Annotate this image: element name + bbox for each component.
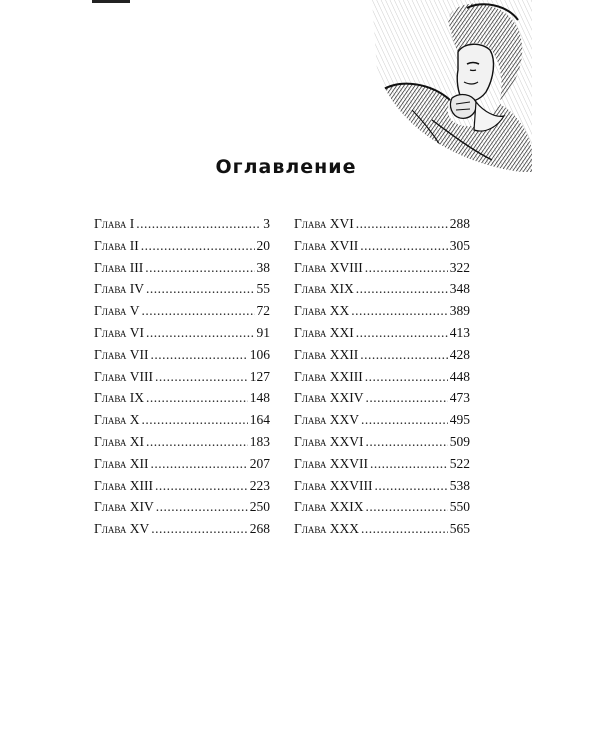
toc-entry-chapter-7[interactable]	[94, 347, 270, 369]
dot-leader	[151, 521, 248, 537]
chapter-label: Глава V	[94, 303, 140, 319]
dot-leader	[365, 390, 447, 406]
dot-leader	[365, 260, 448, 276]
chapter-label: Глава XXII	[294, 346, 359, 362]
dot-leader	[146, 434, 248, 450]
dot-leader	[356, 325, 448, 341]
page-number: 448	[449, 368, 470, 384]
chapter-label: Глава XIV	[94, 499, 154, 515]
page-number: 164	[249, 412, 270, 428]
chapter-label: Глава XXVI	[294, 433, 364, 449]
page-number: 223	[249, 477, 270, 493]
chapter-label: Глава XV	[94, 521, 150, 537]
page-number: 91	[256, 324, 270, 340]
page-number: 413	[449, 324, 470, 340]
page-number: 550	[449, 499, 470, 515]
chapter-label: Глава XXIV	[294, 390, 364, 406]
toc-entry-chapter-13[interactable]	[94, 478, 270, 500]
toc-entry-chapter-26[interactable]	[294, 434, 470, 456]
dot-leader	[370, 456, 448, 472]
toc-entry-chapter-11[interactable]	[94, 434, 270, 456]
chapter-label: Глава XXIX	[294, 499, 364, 515]
toc-entry-chapter-18[interactable]	[294, 260, 470, 282]
chapter-label: Глава VII	[94, 346, 149, 362]
toc-entry-chapter-25[interactable]	[294, 412, 470, 434]
dot-leader	[360, 347, 448, 363]
dot-leader	[141, 412, 247, 428]
chapter-label: Глава II	[94, 237, 139, 253]
toc-entry-chapter-23[interactable]	[294, 369, 470, 391]
page-number: 3	[263, 216, 270, 231]
toc-entry-chapter-30[interactable]	[294, 521, 470, 543]
dot-leader	[351, 303, 448, 319]
chapter-label: Глава XXI	[294, 324, 354, 340]
page-number: 183	[249, 433, 270, 449]
toc-entry-chapter-15[interactable]	[94, 521, 270, 543]
chapter-label: Глава XXX	[294, 521, 359, 537]
toc-entry-chapter-19[interactable]	[294, 281, 470, 303]
dot-leader	[361, 412, 448, 428]
toc-entry-chapter-16[interactable]	[294, 216, 470, 238]
dot-leader	[146, 390, 248, 406]
toc-entry-chapter-17[interactable]	[294, 238, 470, 260]
chapter-label: Глава I	[94, 216, 135, 231]
chapter-label: Глава XI	[94, 433, 144, 449]
dot-leader	[146, 325, 255, 341]
chapter-label: Глава XII	[94, 455, 149, 471]
toc-entry-chapter-24[interactable]	[294, 390, 470, 412]
toc-entry-chapter-4[interactable]	[94, 281, 270, 303]
page-number: 305	[449, 237, 470, 253]
page-number: 148	[249, 390, 270, 406]
page-number: 207	[249, 455, 270, 471]
page-number: 538	[449, 477, 470, 493]
dot-leader	[136, 216, 261, 232]
page-number: 72	[256, 303, 270, 319]
engraved-portrait-illustration	[372, 0, 532, 172]
chapter-label: Глава XXV	[294, 412, 359, 428]
chapter-label: Глава XXIII	[294, 368, 363, 384]
chapter-label: Глава XVIII	[294, 259, 363, 275]
page-number: 268	[249, 521, 270, 537]
toc-entry-chapter-29[interactable]	[294, 499, 470, 521]
dot-leader	[374, 478, 447, 494]
page-number: 473	[449, 390, 470, 406]
toc-entry-chapter-1[interactable]	[94, 216, 270, 238]
dot-leader	[141, 238, 255, 254]
toc-entry-chapter-10[interactable]	[94, 412, 270, 434]
toc-entry-chapter-22[interactable]	[294, 347, 470, 369]
toc-entry-chapter-6[interactable]	[94, 325, 270, 347]
toc-entry-chapter-3[interactable]	[94, 260, 270, 282]
page-number: 127	[249, 368, 270, 384]
page-number: 509	[449, 433, 470, 449]
dot-leader	[356, 281, 448, 297]
dot-leader	[361, 521, 448, 537]
toc-entry-chapter-28[interactable]	[294, 478, 470, 500]
page-number: 348	[449, 281, 470, 297]
chapter-label: Глава VIII	[94, 368, 153, 384]
page-title: Оглавление	[215, 156, 357, 178]
dot-leader	[156, 499, 248, 515]
dot-leader	[150, 347, 247, 363]
dot-leader	[365, 434, 447, 450]
toc-entry-chapter-12[interactable]	[94, 456, 270, 478]
toc-column-left	[94, 216, 270, 543]
chapter-label: Глава VI	[94, 324, 144, 340]
toc-entry-chapter-21[interactable]	[294, 325, 470, 347]
chapter-label: Глава IV	[94, 281, 144, 297]
page-number: 288	[449, 216, 470, 231]
chapter-label: Глава XVII	[294, 237, 359, 253]
chapter-label: Глава XXVII	[294, 455, 368, 471]
toc-entry-chapter-5[interactable]	[94, 303, 270, 325]
dot-leader	[145, 260, 254, 276]
toc-entry-chapter-27[interactable]	[294, 456, 470, 478]
page-number: 522	[449, 455, 470, 471]
page-number: 106	[249, 346, 270, 362]
chapter-label: Глава XIX	[294, 281, 354, 297]
page-number: 20	[256, 237, 270, 253]
dot-leader	[360, 238, 448, 254]
dot-leader	[365, 369, 448, 385]
dot-leader	[155, 369, 248, 385]
dot-leader	[365, 499, 447, 515]
dot-leader	[146, 281, 255, 297]
toc-entry-chapter-20[interactable]	[294, 303, 470, 325]
chapter-label: Глава IX	[94, 390, 144, 406]
toc-column-right	[294, 216, 470, 543]
toc-entry-chapter-14[interactable]	[94, 499, 270, 521]
dot-leader	[356, 216, 448, 232]
dot-leader	[155, 478, 248, 494]
page-number: 495	[449, 412, 470, 428]
chapter-label: Глава XXVIII	[294, 477, 373, 493]
page-number: 322	[449, 259, 470, 275]
chapter-label: Глава XIII	[94, 477, 153, 493]
page-number: 389	[449, 303, 470, 319]
page-number: 250	[249, 499, 270, 515]
chapter-label: Глава XVI	[294, 216, 354, 231]
page-number: 38	[256, 259, 270, 275]
toc-entry-chapter-8[interactable]	[94, 369, 270, 391]
chapter-label: Глава III	[94, 259, 144, 275]
page-number: 55	[256, 281, 270, 297]
page-edge-mark	[92, 0, 130, 3]
dot-leader	[141, 303, 254, 319]
chapter-label: Глава XX	[294, 303, 350, 319]
toc-entry-chapter-9[interactable]	[94, 390, 270, 412]
chapter-label: Глава X	[94, 412, 140, 428]
toc-entry-chapter-2[interactable]	[94, 238, 270, 260]
page-number: 428	[449, 346, 470, 362]
dot-leader	[150, 456, 247, 472]
page-number: 565	[449, 521, 470, 537]
